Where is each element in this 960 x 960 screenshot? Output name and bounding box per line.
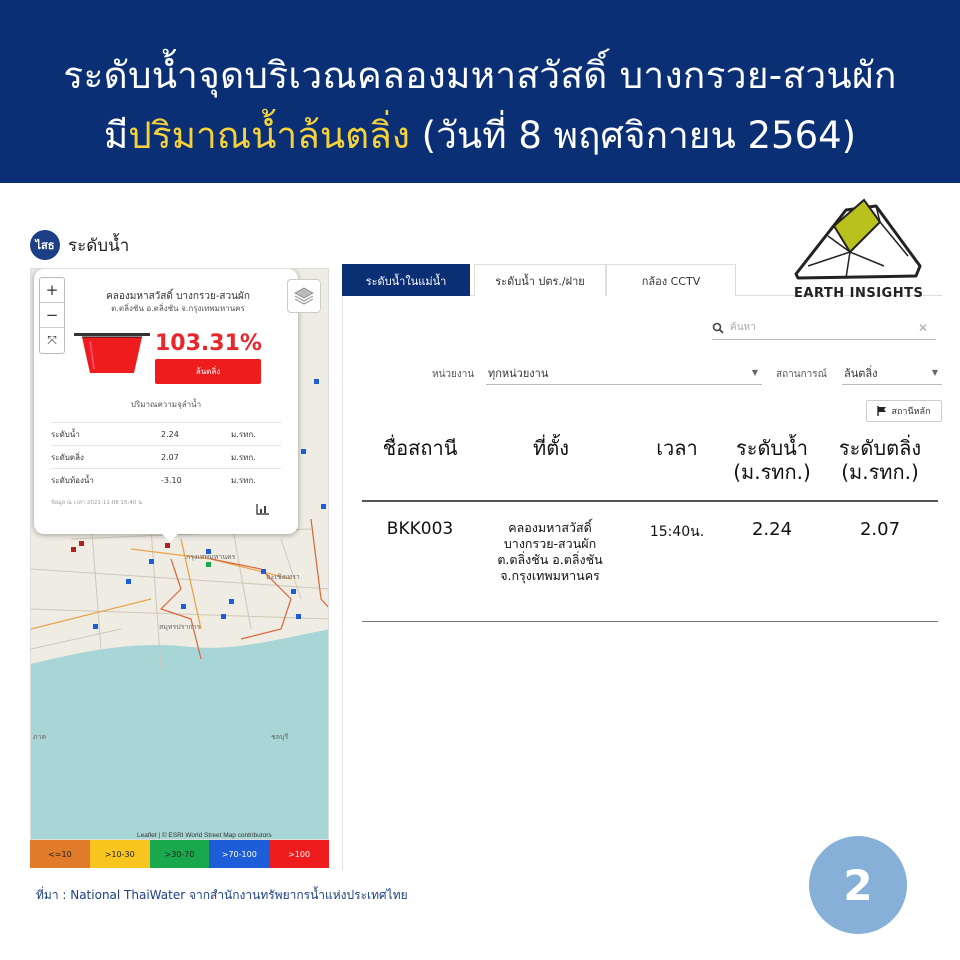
search-icon xyxy=(712,322,724,334)
map-label-chonburi: ชลบุรี xyxy=(271,734,289,741)
source-credit: ที่มา : National ThaiWater จากสำนักงานทรัพยากรน้ำแห่งประเทศไทย xyxy=(36,888,408,902)
popup-row-value: -3.10 xyxy=(161,475,182,485)
cell-location-line: บางกรวย-สวนผัก xyxy=(503,536,597,551)
svg-text:ภาค: ภาค xyxy=(33,734,47,741)
popup-row-label: ระดับท้องน้ำ xyxy=(51,475,94,485)
panel-header xyxy=(30,230,129,260)
banner-title-line1: ระดับน้ำจุดบริเวณคลองมหาสวัสดิ์ บางกรวย-สวนผัก xyxy=(63,54,897,97)
map-label-chachoengsao: ฉะเชิงเทรา xyxy=(266,574,300,581)
legend-item-le10: <=10 xyxy=(30,840,90,868)
status-filter-label: สถานการณ์ xyxy=(776,369,827,380)
col-station-name: ชื่อสถานี xyxy=(382,436,458,460)
cell-water-level: 2.24 xyxy=(751,519,793,540)
tab-gate-water-level[interactable]: ระดับน้ำ ปตร./ฝาย xyxy=(474,264,606,296)
map-attribution[interactable]: Leaflet | © ESRI World Street Map contributors xyxy=(137,832,272,839)
popup-row-bed xyxy=(51,468,281,491)
col-water-level-unit: (ม.รทก.) xyxy=(733,460,811,484)
water-level-map[interactable] xyxy=(30,268,329,840)
banner-line2-suffix: (วันที่ 8 พฤศจิกายน 2564) xyxy=(409,114,857,157)
table-header xyxy=(362,432,938,502)
search-box[interactable] xyxy=(712,316,936,340)
brand-name: EARTH INSIGHTS xyxy=(794,286,924,301)
popup-capacity-caption: ปริมาณความจุลำน้ำ xyxy=(130,400,202,409)
popup-row-unit: ม.รทก. xyxy=(231,429,256,439)
popup-row-water xyxy=(51,422,281,445)
zoom-control xyxy=(39,277,65,354)
table-row[interactable] xyxy=(362,503,938,622)
col-bank-level xyxy=(828,436,932,484)
tab-cctv[interactable]: กล้อง CCTV xyxy=(606,264,736,296)
col-bank-level-unit: (ม.รทก.) xyxy=(841,460,919,484)
popup-station-location: ต.ตลิ่งชัน อ.ตลิ่งชัน จ.กรุงเทพมหานคร xyxy=(111,304,245,313)
banner-line2-highlight: ปริมาณน้ำล้นตลิ่ง xyxy=(128,114,410,157)
tab-river-water-level[interactable]: ระดับน้ำในแม่น้ำ xyxy=(342,264,470,296)
popup-update-note: ข้อมูล ณ เวลา 2021-11-08 15:40 น. xyxy=(51,500,144,506)
popup-row-value: 2.07 xyxy=(161,452,179,462)
agency-filter-label: หน่วยงาน xyxy=(432,369,475,380)
panel-title: ระดับน้ำ xyxy=(68,235,130,256)
status-select-value: ล้นตลิ่ง xyxy=(844,366,878,380)
popup-capacity-percent: 103.31% xyxy=(155,331,262,356)
station-popup xyxy=(34,269,298,534)
cell-station: BKK003 xyxy=(386,519,454,539)
banner-title-line2 xyxy=(0,106,960,165)
legend-item-gt100: >100 xyxy=(269,840,329,868)
fullscreen-button[interactable]: ⤧ xyxy=(47,333,57,347)
layers-icon xyxy=(294,287,314,305)
cell-location-line: ต.ตลิ่งชัน อ.ตลิ่งชัน xyxy=(497,552,603,567)
popup-row-unit: ม.รทก. xyxy=(231,475,256,485)
main-station-button[interactable] xyxy=(866,400,942,422)
cell-location-line: คลองมหาสวัสดิ์ xyxy=(508,520,592,535)
popup-status-badge: ล้นตลิ่ง xyxy=(155,359,261,384)
chevron-down-icon: ▼ xyxy=(751,368,758,377)
popup-station-name: คลองมหาสวัสดิ์ บางกรวย-สวนผัก xyxy=(106,291,250,302)
search-input[interactable]: ค้นหา xyxy=(730,322,756,333)
legend-item-30-70: >30-70 xyxy=(150,840,210,868)
popup-row-bank xyxy=(51,445,281,468)
popup-row-value: 2.24 xyxy=(161,429,179,439)
capacity-legend xyxy=(30,840,329,868)
col-time: เวลา xyxy=(656,436,698,460)
chevron-down-icon: ▼ xyxy=(931,368,938,377)
col-water-level xyxy=(728,436,816,484)
water-bucket-icon xyxy=(74,331,150,375)
agency-select[interactable] xyxy=(486,361,762,385)
zoom-out-button[interactable]: − xyxy=(40,303,64,328)
popup-row-label: ระดับน้ำ xyxy=(51,429,80,439)
cell-location xyxy=(474,520,626,584)
title-banner xyxy=(0,0,960,183)
clear-search-icon[interactable]: ✕ xyxy=(917,320,928,335)
banner-line2-prefix: มี xyxy=(103,114,129,157)
legend-item-70-100: >70-100 xyxy=(209,840,269,868)
col-location: ที่ตั้ง xyxy=(533,436,569,460)
cell-bank-level: 2.07 xyxy=(859,519,901,540)
legend-item-10-30: >10-30 xyxy=(90,840,150,868)
zoom-in-button[interactable]: + xyxy=(40,278,64,303)
col-water-level-name: ระดับน้ำ xyxy=(735,436,809,460)
map-label-bangkok: กรุงเทพมหานคร xyxy=(186,554,236,561)
agency-select-value: ทุกหน่วยงาน xyxy=(488,366,549,380)
popup-levels-table xyxy=(51,422,281,491)
chart-icon[interactable] xyxy=(256,503,270,515)
content-divider xyxy=(342,296,343,871)
popup-row-unit: ม.รทก. xyxy=(231,452,256,462)
main-station-label: สถานีหลัก xyxy=(891,407,931,417)
popup-row-label: ระดับตลิ่ง xyxy=(51,452,84,462)
thaiwater-logo-icon: ไสธ xyxy=(30,230,60,260)
cell-location-line: จ.กรุงเทพมหานคร xyxy=(500,568,600,583)
page-number-badge: 2 xyxy=(809,836,907,934)
status-select[interactable] xyxy=(842,361,942,385)
flag-icon xyxy=(877,406,887,416)
cell-time: 15:40น. xyxy=(649,524,705,540)
layers-button[interactable] xyxy=(287,279,321,313)
map-label-samutprakan: สมุทรปราการ xyxy=(159,624,201,631)
col-bank-level-name: ระดับตลิ่ง xyxy=(838,436,922,460)
